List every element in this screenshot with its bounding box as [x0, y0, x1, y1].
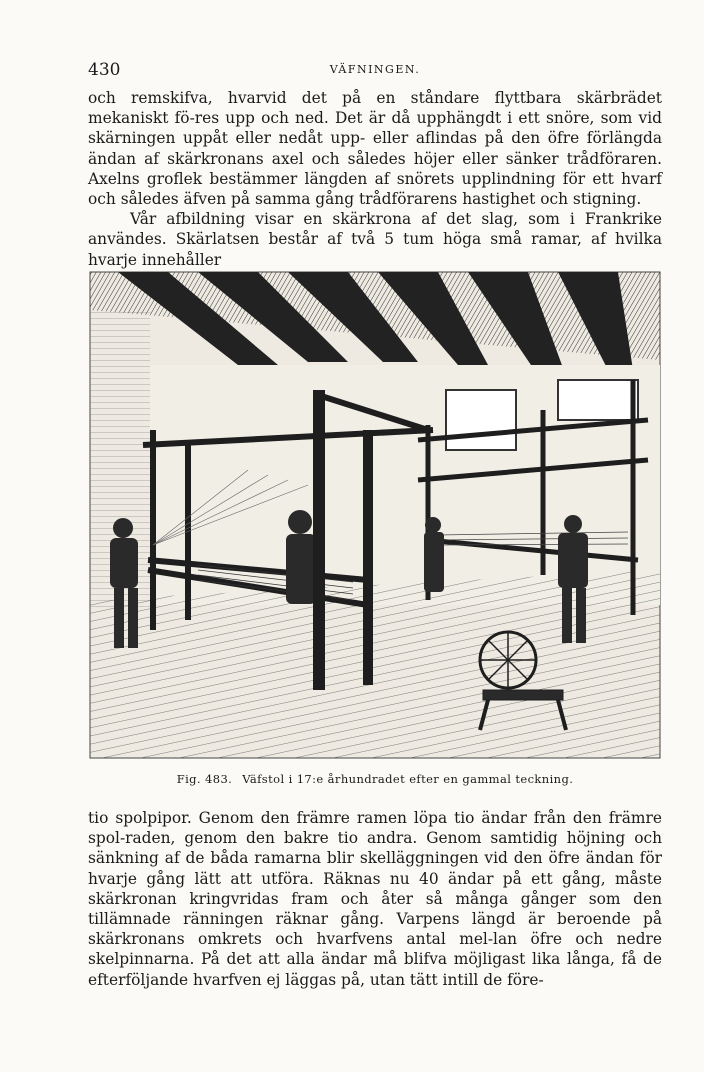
- floor: [90, 570, 660, 758]
- figure-label: Fig. 483.: [176, 772, 233, 786]
- engraving-loom-workshop: [88, 270, 662, 760]
- text-block-bottom: [88, 808, 662, 990]
- running-head: [88, 60, 662, 80]
- paragraph: tio spolpipor. Genom den främre ramen löpa tio ändar från den främre spol-raden, genom den bakre tio andra. Genom samtidig höjning och sänkning af de båda ramarna blir skelläggningen vid den öfre ändan för hvarje gång lätt att utföra. Räknas nu 40 ändar på ett gång, måste skärkronan kringvridas fram och åter så många gånger som den tillämnade ränningen räknar gång. Varpens längd är beroende på skärkronans omkrets och hvarfvens antal mel-lan öfre och nedre skelpinnarna. På det att alla ändar må blifva möjligast lika långa, få de efterföljande hvarfven ej läggas på, utan tätt intill de före-: [88, 809, 662, 989]
- page-number: 430: [88, 60, 121, 80]
- figure-caption-text: Väfstol i 17:e århundradet efter en gammal teckning.: [242, 772, 574, 786]
- loom-illustration: [88, 270, 662, 760]
- paragraph: och remskifva, hvarvid det på en ståndare flyttbara skärbrädet mekaniskt fö-res upp och ned. Det är då upphängdt i ett snöre, som vid skärningen uppåt eller nedåt upp- eller aflindas på den öfre förlängda ändan af skärkronans axel och således höjer eller sänker trådföraren. Axelns groflek bestämmer längden af snörets upplindning för ett hvarf och således äfven på samma gång trådförarens hastighet och stigning.: [88, 89, 662, 209]
- text-block-top: [88, 88, 662, 270]
- window: [558, 380, 638, 420]
- paragraph: Vår afbildning visar en skärkrona af det slag, som i Frankrike användes. Skärlatsen består af två 5 tum höga små ramar, af hvilka hvarje innehåller: [88, 210, 662, 269]
- running-title: VÄFNINGEN.: [329, 63, 421, 76]
- loom-post: [313, 390, 325, 690]
- figure-caption: [88, 772, 662, 786]
- loom-post: [363, 430, 373, 685]
- window: [446, 390, 516, 450]
